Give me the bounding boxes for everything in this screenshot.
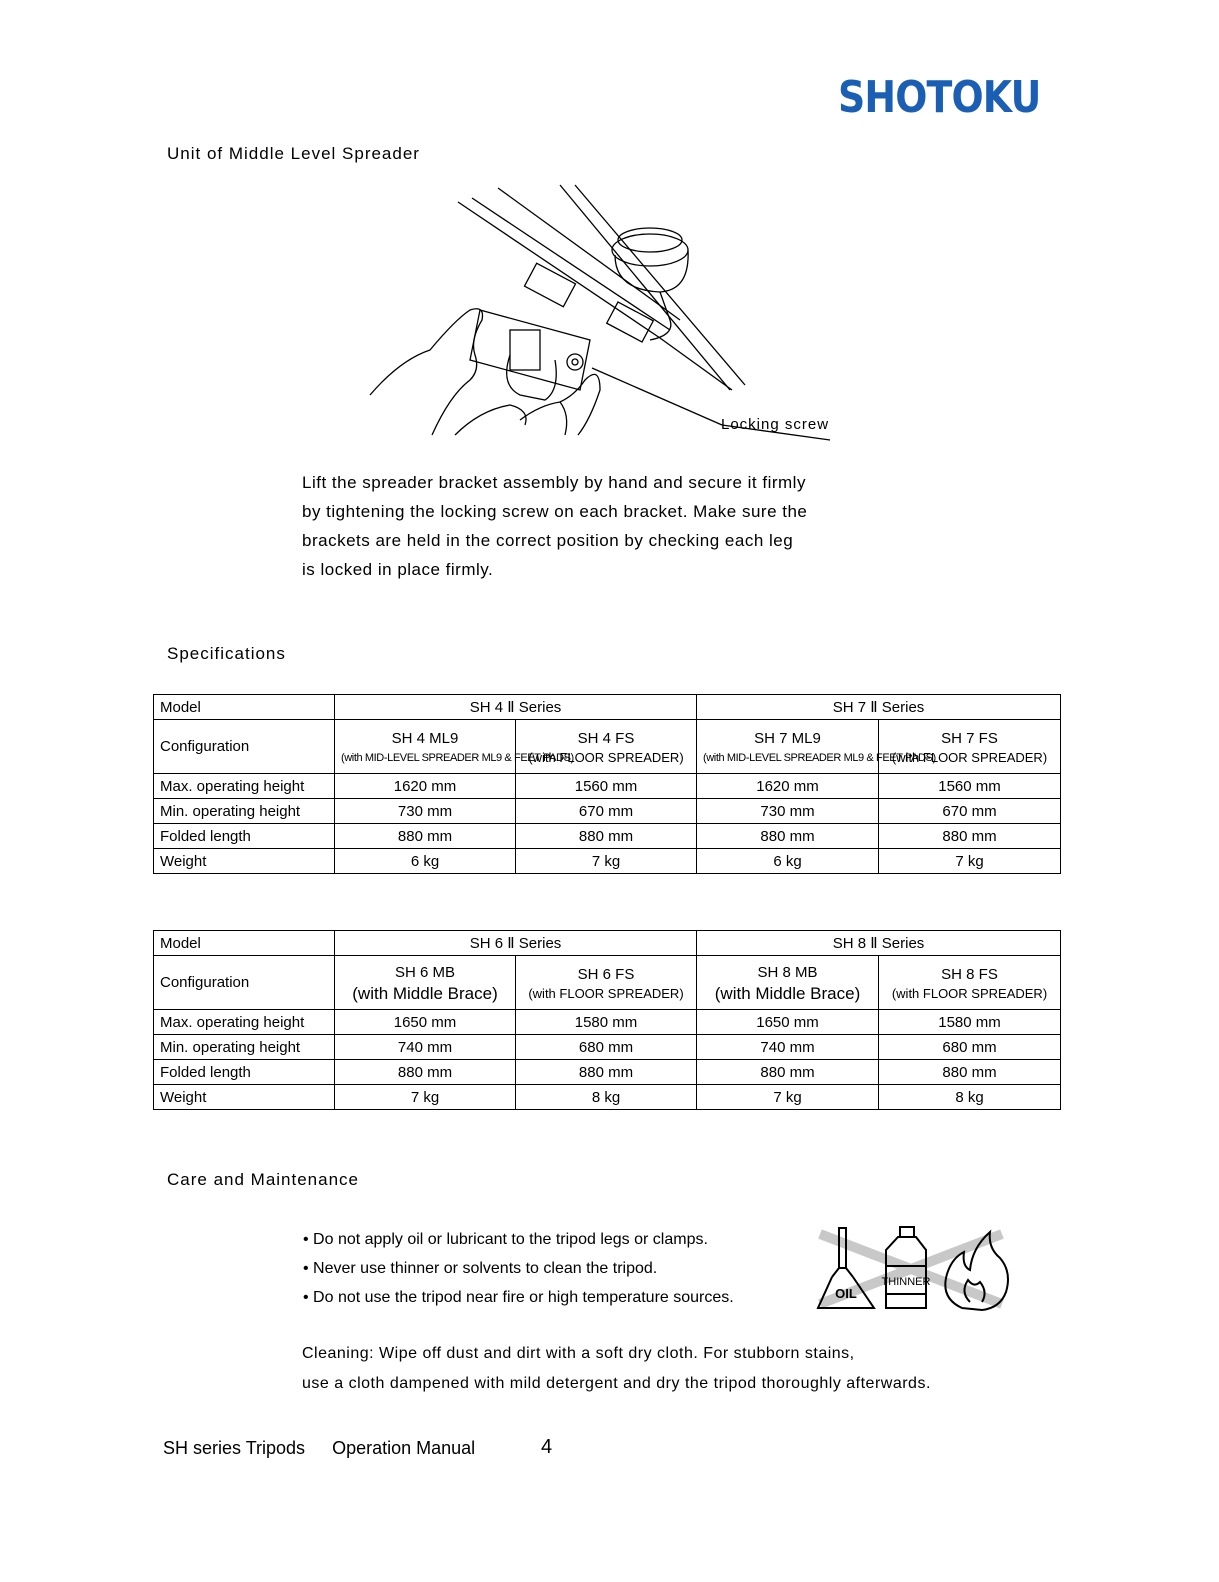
table-cell: 740 mm xyxy=(335,1035,516,1060)
table-row xyxy=(154,774,1061,799)
row-label: Min. operating height xyxy=(154,1035,335,1060)
paragraph-line: is locked in place firmly. xyxy=(302,560,494,579)
table-cell: 1650 mm xyxy=(697,1010,879,1035)
config-name: SH 7 ML9 xyxy=(754,729,821,747)
row-label: Folded length xyxy=(154,824,335,849)
section-heading-specifications: Specifications xyxy=(167,644,286,663)
config-detail: (with FLOOR SPREADER) xyxy=(891,985,1048,1001)
config-name: SH 7 FS xyxy=(941,729,998,747)
table-cell: 7 kg xyxy=(879,849,1061,874)
paragraph-line: by tightening the locking screw on each bracket. Make sure the xyxy=(302,502,808,521)
table-cell: 730 mm xyxy=(335,799,516,824)
locking-screw-callout: Locking screw xyxy=(721,416,830,433)
paragraph-line: Lift the spreader bracket assembly by hand and secure it firmly xyxy=(302,473,806,492)
config-cell xyxy=(335,720,574,774)
configuration-label: Configuration xyxy=(154,720,335,774)
list-item: • Do not apply oil or lubricant to the tripod legs or clamps. xyxy=(303,1231,708,1248)
table-cell: 1580 mm xyxy=(516,1010,697,1035)
series-header: SH 6 Ⅱ Series xyxy=(335,931,697,956)
list-item-text: Never use thinner or solvents to clean the tripod. xyxy=(313,1260,658,1277)
spreader-instructions xyxy=(302,468,1002,584)
configuration-label: Configuration xyxy=(154,956,335,1010)
config-detail: (with Middle Brace) xyxy=(714,983,861,1003)
table-cell: 670 mm xyxy=(516,799,697,824)
series-header: SH 7 Ⅱ Series xyxy=(697,695,1061,720)
row-label: Min. operating height xyxy=(154,799,335,824)
series-header: SH 4 Ⅱ Series xyxy=(335,695,697,720)
row-label: Max. operating height xyxy=(154,774,335,799)
section-heading-middle-level-spreader: Unit of Middle Level Spreader xyxy=(167,144,420,163)
config-name: SH 8 FS xyxy=(941,965,998,983)
config-cell xyxy=(516,956,697,1010)
config-cell xyxy=(697,720,936,774)
table-cell: 7 kg xyxy=(516,849,697,874)
table-cell: 7 kg xyxy=(697,1085,879,1110)
table-cell: 1580 mm xyxy=(879,1010,1061,1035)
row-label: Folded length xyxy=(154,1060,335,1085)
oil-label: OIL xyxy=(835,1286,857,1301)
paragraph-line: use a cloth dampened with mild detergent and dry the tripod thoroughly afterwards. xyxy=(302,1375,931,1392)
table-row xyxy=(154,1060,1061,1085)
table-cell: 740 mm xyxy=(697,1035,879,1060)
config-detail: (with FLOOR SPREADER) xyxy=(528,749,684,765)
table-cell: 1650 mm xyxy=(335,1010,516,1035)
table-cell: 8 kg xyxy=(516,1085,697,1110)
shotoku-logo: SHOTOKU xyxy=(838,72,1041,123)
list-item: • Never use thinner or solvents to clean the tripod. xyxy=(303,1260,658,1277)
table-cell: 680 mm xyxy=(516,1035,697,1060)
section-heading-care: Care and Maintenance xyxy=(167,1170,360,1189)
configuration-row xyxy=(154,956,1061,1010)
table-cell: 880 mm xyxy=(516,824,697,849)
table-header-row xyxy=(154,695,1061,720)
footer-product: SH series Tripods xyxy=(163,1438,306,1458)
table-cell: 8 kg xyxy=(879,1085,1061,1110)
page-number: 4 xyxy=(541,1436,553,1458)
table-row xyxy=(154,1085,1061,1110)
table-cell: 880 mm xyxy=(335,824,516,849)
care-warning-list xyxy=(303,1225,734,1312)
table-row xyxy=(154,1010,1061,1035)
configuration-row xyxy=(154,720,1061,774)
table-row xyxy=(154,799,1061,824)
thinner-label: THINNER xyxy=(881,1276,931,1288)
config-detail: (with FLOOR SPREADER) xyxy=(528,985,684,1001)
footer xyxy=(163,1438,497,1459)
table-cell: 1620 mm xyxy=(697,774,879,799)
list-item-text: Do not apply oil or lubricant to the tripod legs or clamps. xyxy=(313,1231,708,1248)
table-cell: 880 mm xyxy=(879,824,1061,849)
table-cell: 880 mm xyxy=(335,1060,516,1085)
config-name: SH 6 MB xyxy=(394,963,455,981)
spreader-bracket-illustration xyxy=(360,180,880,450)
table-cell: 1560 mm xyxy=(879,774,1061,799)
table-row xyxy=(154,849,1061,874)
paragraph-line: brackets are held in the correct position by checking each leg xyxy=(302,531,794,550)
list-item: • Do not use the tripod near fire or high temperature sources. xyxy=(303,1289,734,1306)
table-cell: 6 kg xyxy=(335,849,516,874)
table-cell: 6 kg xyxy=(697,849,879,874)
config-name: SH 4 ML9 xyxy=(391,729,459,747)
table-cell: 670 mm xyxy=(879,799,1061,824)
config-detail: (with MID-LEVEL SPREADER ML9 & FEET PADS) xyxy=(703,751,936,764)
table-cell: 880 mm xyxy=(697,824,879,849)
config-cell xyxy=(697,956,879,1010)
table-header-row xyxy=(154,931,1061,956)
config-name: SH 8 MB xyxy=(757,963,818,981)
row-label: Weight xyxy=(154,849,335,874)
model-label: Model xyxy=(154,695,335,720)
model-label: Model xyxy=(154,931,335,956)
series-header: SH 8 Ⅱ Series xyxy=(697,931,1061,956)
footer-doc-title: Operation Manual xyxy=(332,1438,476,1458)
row-label: Weight xyxy=(154,1085,335,1110)
config-cell xyxy=(335,956,516,1010)
config-name: SH 4 FS xyxy=(577,729,635,747)
table-cell: 7 kg xyxy=(335,1085,516,1110)
no-oil-thinner-fire-icon xyxy=(812,1222,1020,1314)
config-cell xyxy=(879,720,1061,774)
row-label: Max. operating height xyxy=(154,1010,335,1035)
table-cell: 880 mm xyxy=(516,1060,697,1085)
table-cell: 680 mm xyxy=(879,1035,1061,1060)
config-cell xyxy=(879,956,1061,1010)
table-row xyxy=(154,1035,1061,1060)
table-cell: 1620 mm xyxy=(335,774,516,799)
list-item-text: Do not use the tripod near fire or high temperature sources. xyxy=(313,1289,734,1306)
cleaning-instructions xyxy=(302,1339,1022,1399)
spec-table-sh6-sh8 xyxy=(153,930,1061,1110)
table-cell: 880 mm xyxy=(879,1060,1061,1085)
config-name: SH 6 FS xyxy=(577,965,635,983)
config-detail: (with MID-LEVEL SPREADER ML9 & FEET PADS) xyxy=(341,751,574,764)
table-cell: 730 mm xyxy=(697,799,879,824)
table-cell: 880 mm xyxy=(697,1060,879,1085)
config-detail: (with Middle Brace) xyxy=(352,983,498,1003)
paragraph-line: Cleaning: Wipe off dust and dirt with a soft dry cloth. For stubborn stains, xyxy=(302,1345,855,1362)
table-row xyxy=(154,824,1061,849)
spec-table-sh4-sh7 xyxy=(153,694,1061,874)
config-detail: (with FLOOR SPREADER) xyxy=(891,749,1048,765)
table-cell: 1560 mm xyxy=(516,774,697,799)
config-cell xyxy=(516,720,697,774)
